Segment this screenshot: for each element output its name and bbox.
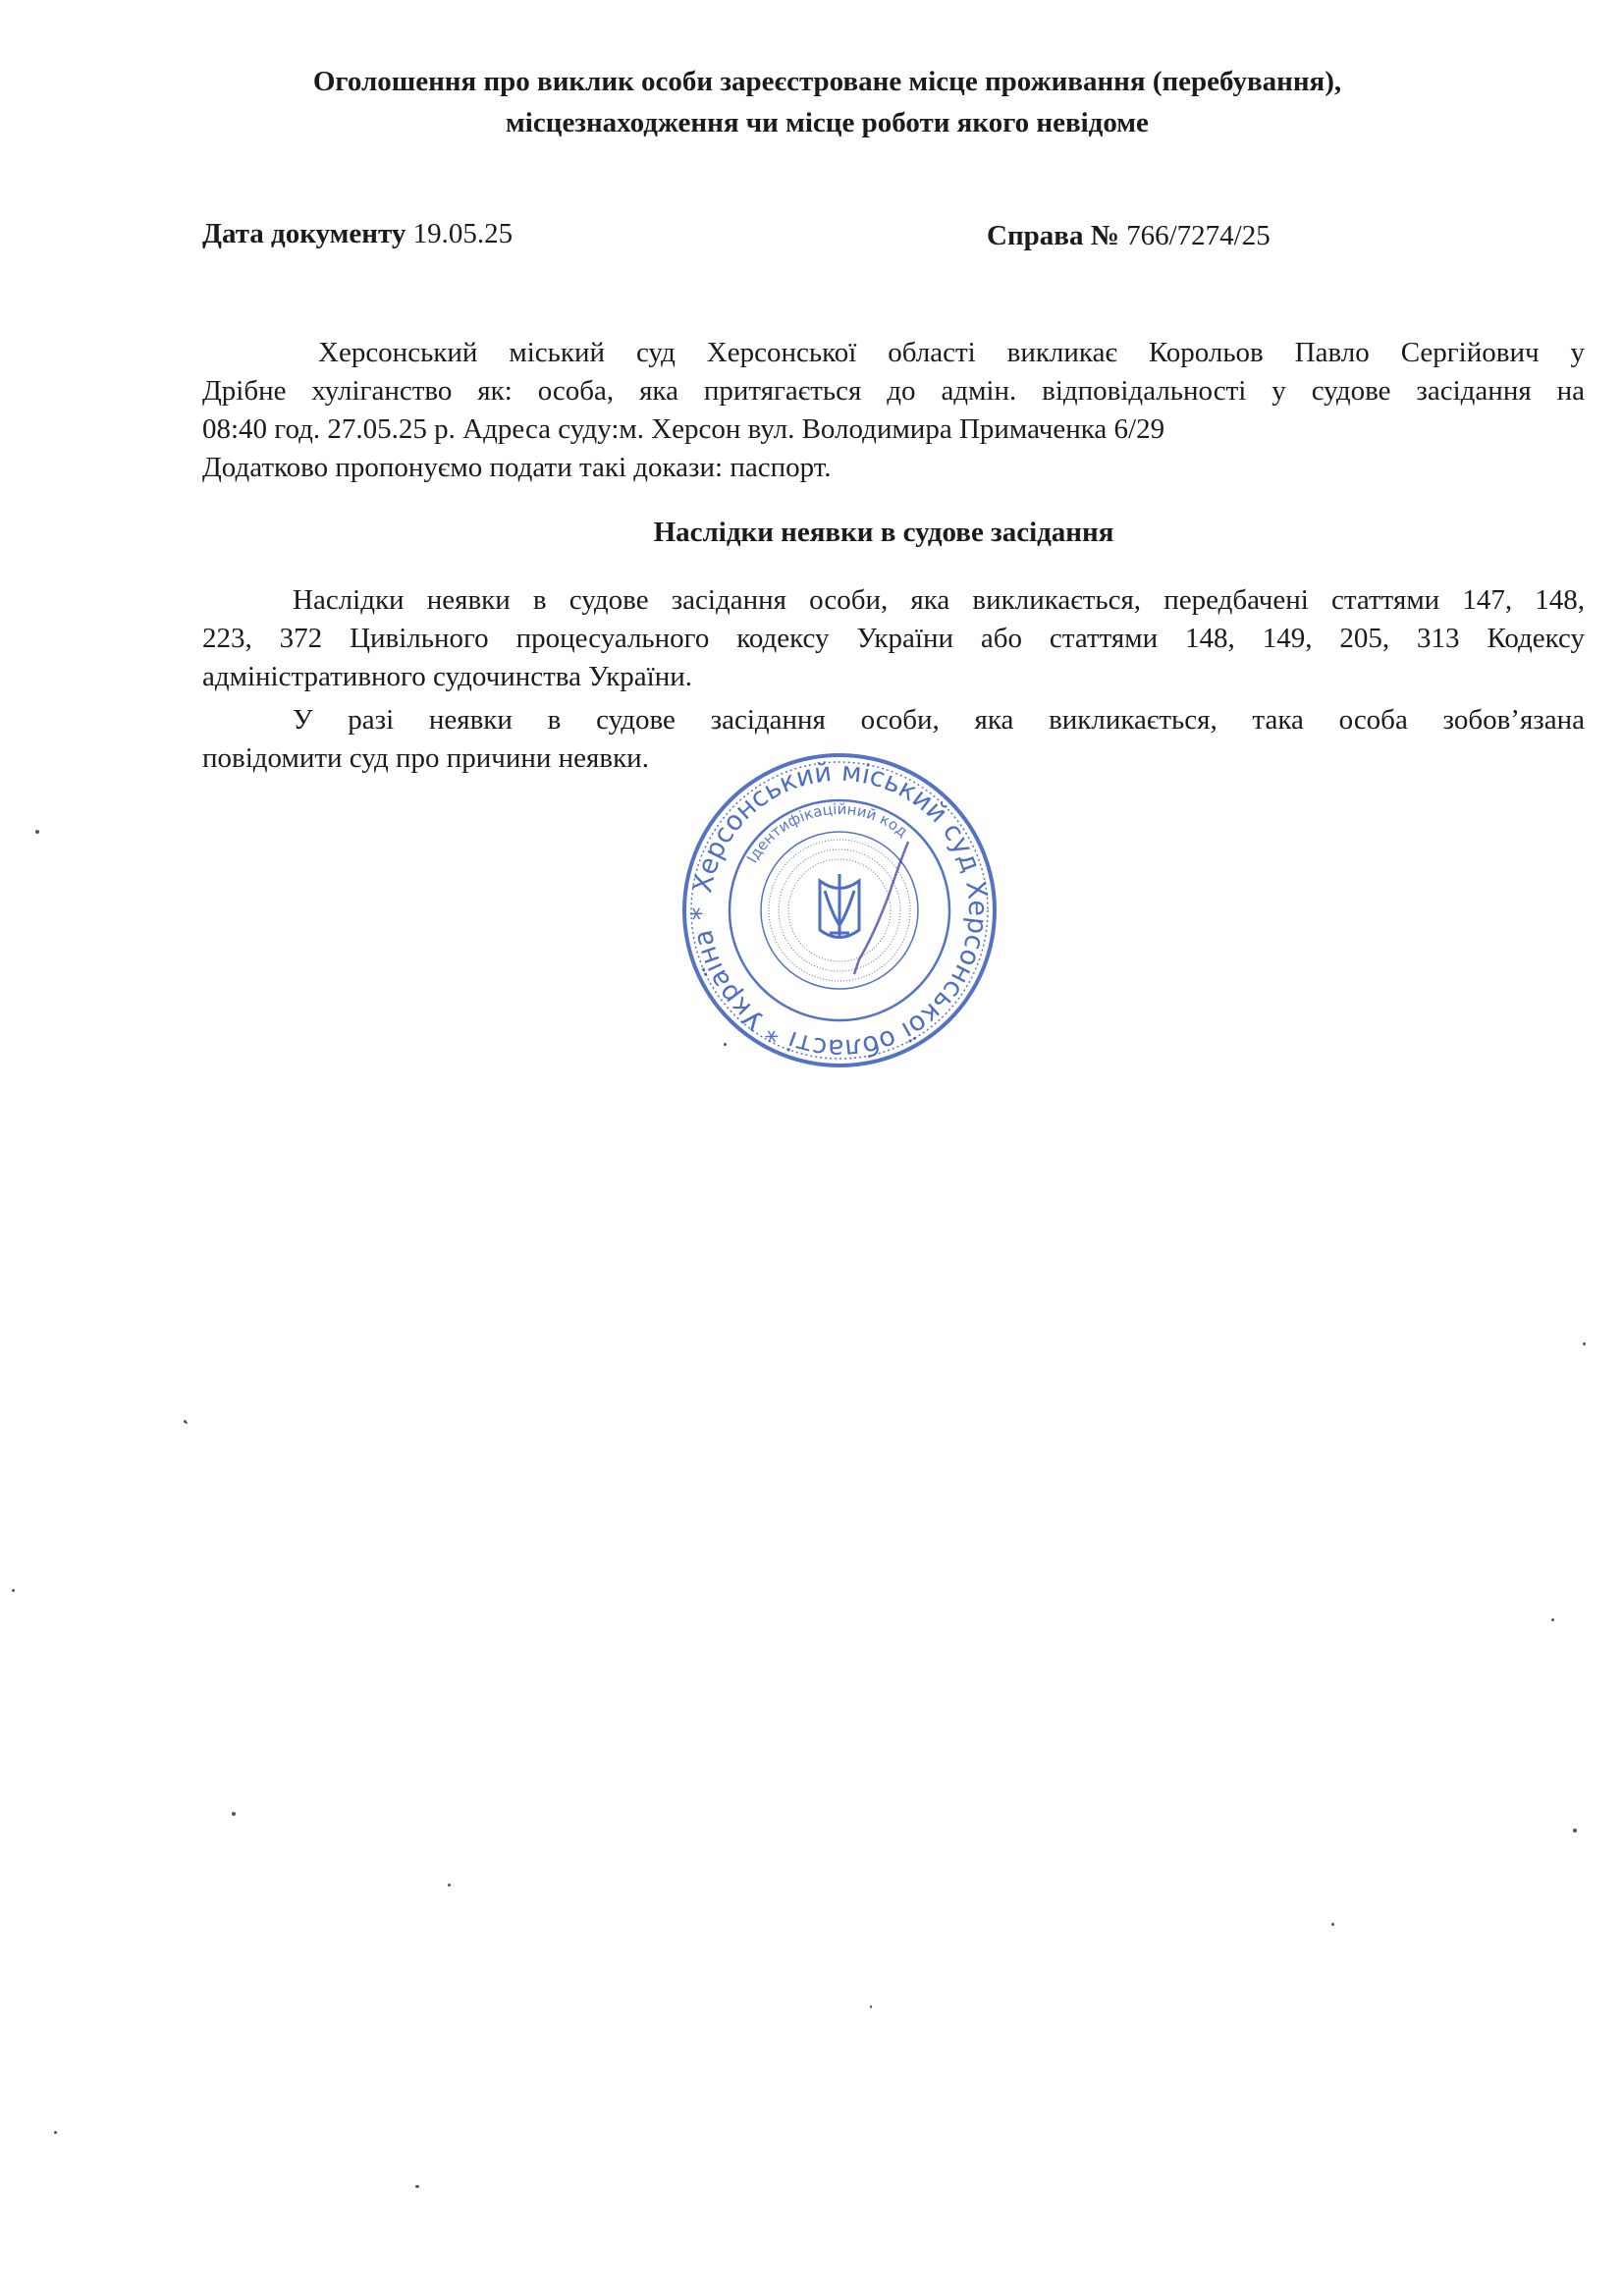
court-seal-stamp — [677, 748, 1001, 1072]
trident-emblem-icon — [820, 874, 859, 938]
case-value: 766/7274/25 — [1126, 220, 1271, 251]
document-title — [147, 61, 1507, 143]
scan-speck — [870, 2005, 872, 2008]
stamp-outer-text: Херсонський міський суд Херсонської області * Україна * — [685, 756, 994, 1065]
section-heading: Наслідки неявки в судове засідання — [653, 517, 1114, 548]
scan-speck — [1331, 1923, 1334, 1926]
case-label: Справа № — [987, 220, 1119, 251]
obligation-line-2: повідомити суд про причини неявки. — [202, 742, 649, 774]
scan-speck — [54, 2131, 57, 2134]
scan-speck — [724, 1043, 727, 1046]
consequences-line-2: 223, 372 Цивільного процесуального кодексу України або статтями 148, 149, 205, 313 Кодексу — [202, 623, 1585, 654]
scan-speck — [448, 1884, 451, 1886]
title-line-1: Оголошення про виклик особи зареєстроване місце проживання (перебування), — [312, 66, 1342, 97]
scan-speck — [1583, 1342, 1586, 1345]
consequences-line-3: адміністративного судочинства України. — [202, 661, 693, 692]
signature-stroke — [854, 842, 908, 974]
summons-line-2: Дрібне хуліганство як: особа, яка притягається до адмін. відповідальності у судове засідання на — [202, 375, 1585, 407]
summons-line-1: Херсонський міський суд Херсонської області викликає Корольов Павло Сергійович у — [318, 337, 1585, 368]
summons-paragraph — [202, 334, 1585, 487]
scan-speck — [35, 830, 39, 834]
scan-speck — [12, 1589, 15, 1592]
consequences-paragraph — [202, 581, 1585, 696]
stamp-inner-text: Ідентифікаційний код — [742, 799, 911, 866]
scan-speck — [415, 2185, 419, 2188]
obligation-line-1: У разі неявки в судове засідання особи, яка викликається, така особа зобов’язана — [293, 704, 1585, 736]
document-date — [202, 218, 513, 250]
scan-speck — [186, 1422, 188, 1424]
date-value: 19.05.25 — [412, 218, 514, 249]
title-line-2: місцезнаходження чи місце роботи якого невідоме — [506, 107, 1149, 138]
summons-line-3: 08:40 год. 27.05.25 р. Адреса суду:м. Херсон вул. Володимира Примаченка 6/29 — [202, 413, 1165, 445]
summons-line-4: Додатково пропонуємо подати такі докази: паспорт. — [202, 452, 832, 483]
scan-speck — [232, 1812, 236, 1816]
case-number — [987, 220, 1271, 252]
consequences-line-1: Наслідки неявки в судове засідання особи, яка викликається, передбачені статтями 147, 148, — [293, 584, 1585, 616]
scan-speck — [1573, 1829, 1577, 1832]
date-label: Дата документу — [202, 218, 406, 249]
scan-speck — [1551, 1618, 1554, 1621]
